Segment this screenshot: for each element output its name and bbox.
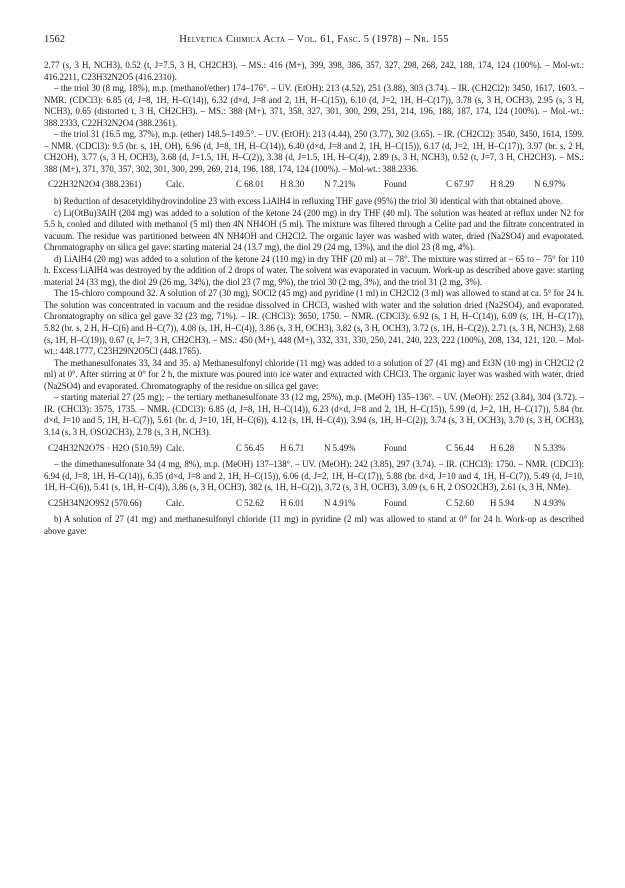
elemental-analysis-row <box>48 443 584 455</box>
paragraph: – the triol 30 (8 mg, 18%), m.p. (methanol/ether) 174–176°. – UV. (EtOH): 213 (4.52), 251 (3.88), 303 (3.74). – IR. (CH2Cl2): 3450, 1617, 1603. – NMR. (CDCl3): 6.85 (d, J=8, 1H, H–C(14)), 6.32 (d×d, J=8 and 2, 1H, H–C(15)), 6.10 (d, J=2, 1H, H–C(17)), 3.78 (s, 3 H, OCH3), 2.95 (s, 3 H, NCH3), 0.65 (distorted t, 3 H, CH2CH3). – MS.: 388 (M+), 371, 358, 327, 301, 300, 299, 251, 214, 196, 188, 187, 174, 124 (100%). – Mol.-wt.: 388.2333, C22H32N2O4 (388.2361). <box>44 83 584 128</box>
paragraph: d) LiAlH4 (20 mg) was added to a solution of the ketone 24 (110 mg) in dry THF (20 ml) at – 78°. The mixture was stirred at – 65 to – 75° for 110 h. Excess LiAlH4 was destroyed by the addition of 2 drops of water. The solvent was evaporated in vacuum. Work-up as described above gave: starting material 24 (33 mg), the diol 29 (26 mg, 34%), the diol 23 (7 mg, 9%), the triol 30 (2 mg, 3%), and the triol 31 (2 mg, 3%). <box>44 253 584 287</box>
running-header <box>44 34 584 48</box>
paragraph: – the triol 31 (16.5 mg, 37%), m.p. (ether) 148.5–149.5°. – UV. (EtOH): 213 (4.44), 250 (3.77), 302 (3.65). – IR. (CH2Cl2): 3540, 3450, 1614, 1599. – NMR. (CDCl3): 9.5 (br. s, 1H, OH), 6.96 (d, J=8, 1H, H–C(14)), 6.40 (d×d, J=8 and 2, 1H, H–C(15)), 6.17 (d, J=2, 1H, H–C(17)), 3.97 (br. s, 2 H, CH2OH), 3.77 (s, 3 H, OCH3), 3.68 (d, J=1.5, 1H, H–C(2)), 3.38 (d, J=1.5, 1H, H–C(4)), 2.89 (s, 3 H, NCH3), 0.52 (t, J=7, 3 H, CH2CH3). – MS.: 388 (M+), 371, 370, 357, 302, 301, 300, 299, 269, 214, 196, 188, 174, 124 (100%). – Mol-wt.: 388.2336. <box>44 129 584 174</box>
found-value: C 52.60 <box>446 497 475 508</box>
found-value: C 56.44 <box>446 442 475 453</box>
paragraph: 2.77 (s, 3 H, NCH3), 0.52 (t, J=7.5, 3 H, CH2CH3). – MS.: 416 (M+), 399, 398, 386, 357, 327, 298, 268, 242, 188, 174, 124 (100%). – Mol-wt.: 416.2211, C23H32N2O5 (416.2310). <box>44 60 584 82</box>
found-label: Found <box>384 179 407 190</box>
calc-value: H 6.71 <box>280 442 305 453</box>
paragraph: b) A solution of 27 (41 mg) and methanesulfonyl chloride (11 mg) in pyridine (2 ml) was allowed to stand at 0° for 24 h. Work-up as described above gave: <box>44 514 584 536</box>
page-number: 1562 <box>44 34 65 45</box>
found-value: N 6.97% <box>534 179 566 190</box>
found-value: N 5.33% <box>534 442 566 453</box>
found-value: H 8.29 <box>490 179 515 190</box>
molecular-formula: C25H34N2O9S2 (570.66) <box>48 497 142 508</box>
found-value: C 67.97 <box>446 179 475 190</box>
paragraph: c) Li(OtBu)3AlH (204 mg) was added to a solution of the ketone 24 (200 mg) in dry THF (40 ml). The solution was heated at reflux under N2 for 5.5 h, cooled and diluted with methanol (5 ml) then 4N NH4OH (5 ml). The mixture was filtered through a Celite pad and the filtrate concentrated in vacuum. The residue was partitioned between 4N NH4OH and CH2Cl2. The organic layer was washed with water, dried (Na2SO4) and evaporated. Chromatography on silica gel gave: starting material 24 (13.7 mg), the diol 29 (24 mg, 13%), and the diol 23 (8 mg, 4%). <box>44 207 584 253</box>
journal-title: Helvetica Chimica Acta – Vol. 61, Fasc. 5 (1978) – Nr. 155 <box>179 34 449 45</box>
paragraph: – starting material 27 (25 mg); – the tertiary methanesulfonate 33 (12 mg, 25%), m.p. (MeOH) 135–136°. – UV. (MeOH): 252 (3.84), 304 (3.72). – IR. (CHCl3): 3575, 1735. – NMR. (CDCl3): 6.85 (d, J=8, 1H, H–C(14)), 6.23 (d×d, J=8 and 2, 1H, H–C(15)), 5.99 (d, J=2, 1H, H–C(17)), 5.84 (br. d×d, J=10 and 5, 1H, H–C(7)), 5.61 (br. d, J=10, 1H, H–C(6)), 4.12 (s, 1H, H–C(4)), 3.94 (s, 1H, H–C(2)), 3.74 (s, 3 H, OCH3), 3.70 (s, 3 H, OCH3), 3.14 (s, 3 H, OSO2CH3), 2.78 (s, 3 H, NCH3). <box>44 392 584 437</box>
calc-value: N 5.49% <box>324 442 356 453</box>
calc-value: C 68.01 <box>236 179 265 190</box>
paragraph: – the dimethanesulfonate 34 (4 mg, 8%), m.p. (MeOH) 137–138°. – UV. (MeOH): 242 (3.85), 297 (3.74). – IR. (CHCl3): 1750. – NMR. (CDCl3): 6.94 (d, J=8, 1H, H–C(14)), 6.35 (d×d, J=8 and 2, 1H, H–C(15)), 6.06 (d, J=2, 1H, H–C(17)), 5.88 (br. d×d, J=10 and 4, 1H, H–C(7)), 5.49 (d, J=10, 1H, H–C(6)), 5.41 (s, 1H, H–C(4)), 3.86 (s, 3 H, OCH3), 382 (s, 1H, H–C(2)), 3.72 (s, 3 H, OCH3), 3.09 (s, 6 H, 2 OSO2CH3), 2.61 (s, 3 H, NMe). <box>44 459 584 493</box>
found-label: Found <box>384 497 407 508</box>
paragraph: The methanesulfonates 33, 34 and 35. a) Methanesulfonyl chloride (11 mg) was added to a solution of 27 (41 mg) and Et3N (10 mg) in CH2Cl2 (2 ml) at 0°. After stirring at 0° for 2 h, the mixture was poured into ice water and extracted with CHCl3. The organic layer was washed with water, dried (Na2SO4) and evaporated. Chromatography of the residue on silica gel gave: <box>44 357 584 391</box>
calc-value: C 56.45 <box>236 442 265 453</box>
calc-value: C 52.62 <box>236 497 265 508</box>
paragraph: The 15-chloro compound 32. A solution of 27 (30 mg), SOCl2 (45 mg) and pyridine (1 ml) in CH2Cl2 (3 ml) was allowed to stand at ca. 5° for 24 h. The solution was concentrated in vacuum and the residue dissolved in CHCl3, washed with water and the solution dried (Na2SO4), and evaporated. Chromatography on silica gel gave 32 (23 mg, 71%). – IR. (CHCl3): 3650, 1750. – NMR. (CDCl3): 6.92 (s, 1 H, H–C(14)), 6.09 (s, 1H, H–C(17)), 5.82 (br. s, 2 H, H–C(6) and H–C(7)), 4.08 (s, 1H, H–C(4)), 3.86 (s, 3 H, OCH3), 3.82 (s, 3 H, OCH3), 3.72 (s, 1H, H–C(2)), 2.71 (s, 3 H, NCH3), 2.68 (s, 1H, H–C(19)), 0.67 (t, J=7, 3 H, CH2CH3). – MS.: 450 (M+), 448 (M+), 332, 331, 330, 250, 241, 240, 223, 222 (100%), 208, 134, 121, 120. – Mol-wt.: 448.1777, C23H29N2O5Cl (448.1765). <box>44 288 584 357</box>
molecular-formula: C24H32N2O7S · H2O (510.59) <box>48 442 162 453</box>
article-body <box>44 60 584 537</box>
paragraph: b) Reduction of desacetyldihydrovindoline 23 with excess LiAlH4 in refluxing THF gave (95%) the triol 30 identical with that obtained above. <box>54 196 563 207</box>
calc-label: Calc. <box>166 179 185 190</box>
found-value: H 6.28 <box>490 442 515 453</box>
elemental-analysis-row <box>48 498 584 510</box>
molecular-formula: C22H32N2O4 (388.2361) <box>48 179 142 190</box>
journal-page <box>44 34 584 537</box>
calc-value: N 7.21% <box>324 179 356 190</box>
found-value: H 5.94 <box>490 497 515 508</box>
calc-label: Calc. <box>166 497 185 508</box>
calc-value: N 4.91% <box>324 497 356 508</box>
found-label: Found <box>384 442 407 453</box>
found-value: N 4.93% <box>534 497 566 508</box>
calc-value: H 8.30 <box>280 179 305 190</box>
calc-value: H 6.01 <box>280 497 305 508</box>
elemental-analysis-row <box>48 179 584 191</box>
calc-label: Calc. <box>166 442 185 453</box>
